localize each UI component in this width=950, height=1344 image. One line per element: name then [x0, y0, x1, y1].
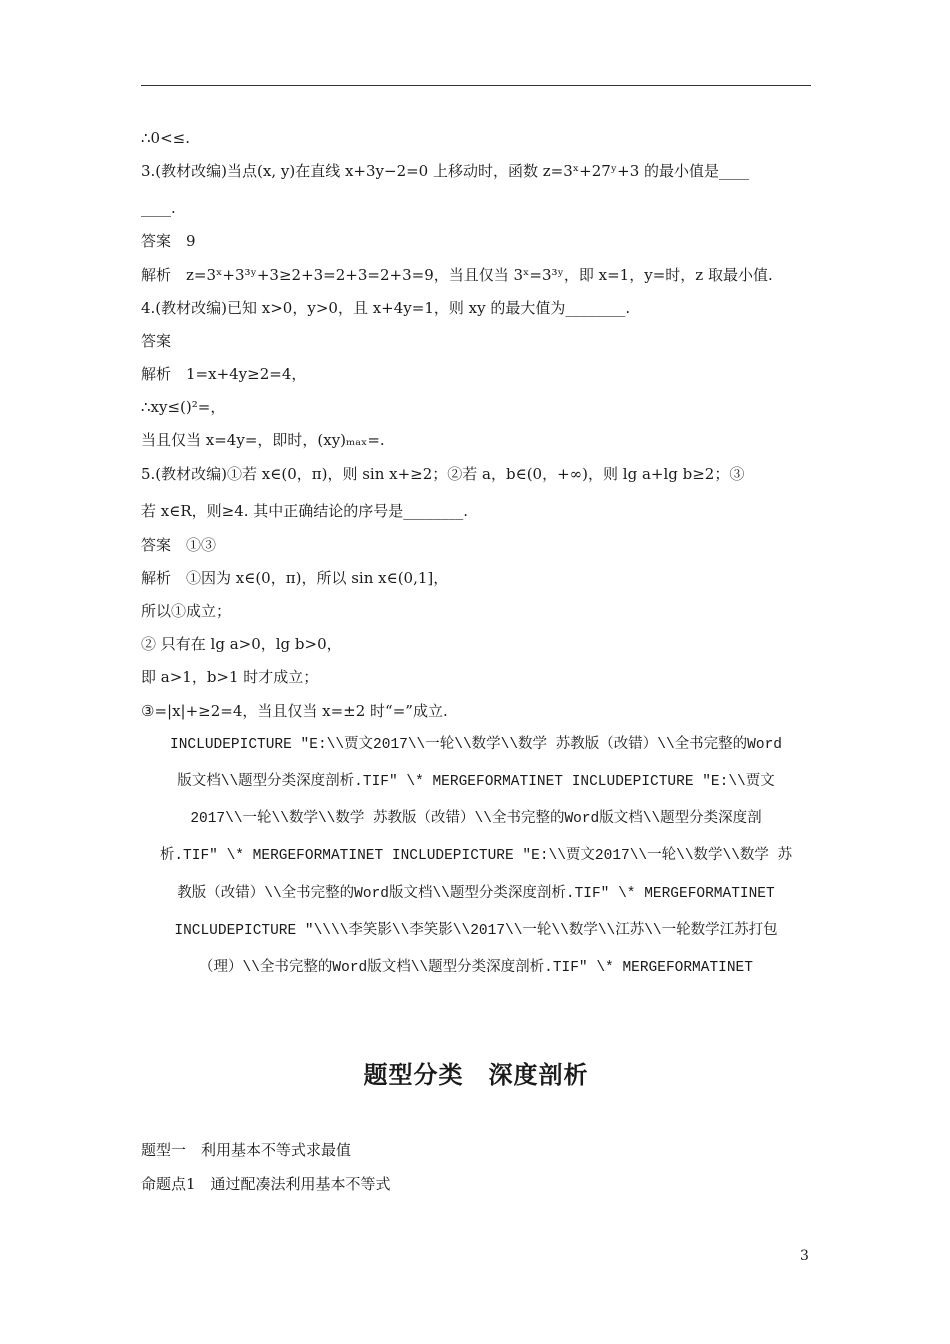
header-rule	[141, 85, 811, 86]
text-line: ____.	[141, 199, 176, 217]
field-code-line: 2017\\一轮\\数学\\数学 苏教版（改错）\\全书完整的Word版文档\\题型分类深度剖	[190, 811, 762, 827]
field-code-line: INCLUDEPICTURE "\\\\李笑影\\李笑影\\2017\\一轮\\数学\\江苏\\一轮数学江苏打包	[174, 923, 778, 939]
subsection-title: 命题点1 通过配凑法利用基本不等式	[141, 1175, 391, 1193]
text-line: 4.(教材改编)已知 x>0，y>0，且 x+4y=1，则 xy 的最大值为________.	[141, 299, 631, 317]
text-line: 解析 1=x+4y≥2=4，	[141, 365, 307, 383]
text-line: 答案	[141, 332, 172, 350]
subsection-title: 题型一 利用基本不等式求最值	[141, 1141, 352, 1159]
text-line: 所以①成立；	[141, 602, 232, 620]
text-line: 解析 z=3ˣ+3³ʸ+3≥2+3=2+3=2+3=9，当且仅当 3ˣ=3³ʸ，即 x=1，y=时，z 取最小值.	[141, 266, 773, 284]
text-line: 当且仅当 x=4y=，即时，(xy)ₘₐₓ=.	[141, 431, 385, 449]
text-line: 若 x∈R，则≥4. 其中正确结论的序号是________.	[141, 502, 469, 520]
field-code-line: 教版（改错）\\全书完整的Word版文档\\题型分类深度剖析.TIF" \* MERGEFORMATINET	[177, 886, 775, 902]
field-code-line: 版文档\\题型分类深度剖析.TIF" \* MERGEFORMATINET INCLUDEPICTURE "E:\\贾文	[177, 774, 775, 790]
field-code-line: INCLUDEPICTURE "E:\\贾文2017\\一轮\\数学\\数学 苏教版（改错）\\全书完整的Word	[170, 737, 782, 753]
text-line: 答案 ①③	[141, 536, 217, 554]
field-code-line: 析.TIF" \* MERGEFORMATINET INCLUDEPICTURE "E:\\贾文2017\\一轮\\数学\\数学 苏	[159, 848, 793, 864]
section-title: 题型分类 深度剖析	[363, 1061, 589, 1089]
text-line: 3.(教材改编)当点(x, y)在直线 x+3y−2=0 上移动时，函数 z=3ˣ+27ʸ+3 的最小值是____	[141, 162, 750, 180]
text-line: ② 只有在 lg a>0，lg b>0，	[141, 635, 342, 653]
text-line: ∴0<≤.	[141, 129, 190, 147]
page-number: 3	[800, 1248, 809, 1264]
text-line: 答案 9	[141, 232, 196, 250]
text-line: 解析 ①因为 x∈(0，π)，所以 sin x∈(0,1]，	[141, 569, 449, 587]
text-line: 即 a>1，b>1 时才成立；	[141, 668, 319, 686]
text-line: 5.(教材改编)①若 x∈(0，π)，则 sin x+≥2；②若 a，b∈(0，+∞)，则 lg a+lg b≥2；③	[141, 465, 745, 483]
field-code-line: （理）\\全书完整的Word版文档\\题型分类深度剖析.TIF" \* MERGEFORMATINET	[199, 960, 753, 976]
text-line: ∴xy≤()²=，	[141, 398, 226, 416]
text-line: ③=|x|+≥2=4，当且仅当 x=±2 时“=”成立.	[141, 702, 448, 720]
